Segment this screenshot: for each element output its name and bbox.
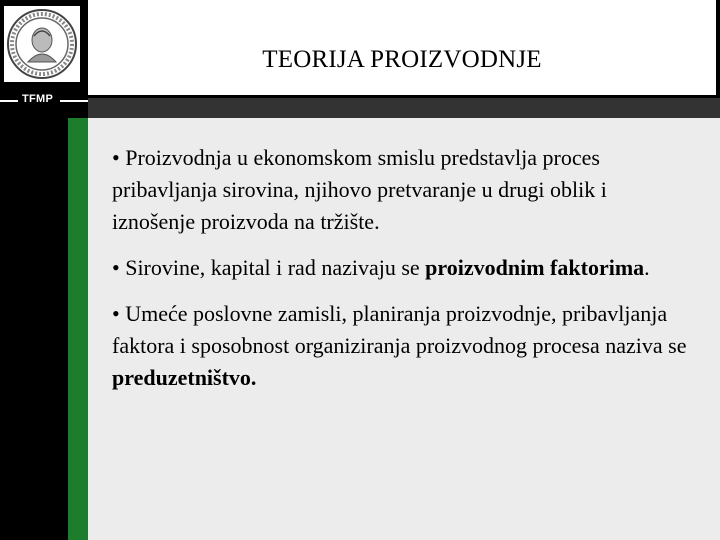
bullet-tail: . bbox=[644, 255, 650, 280]
accent-bar bbox=[68, 118, 88, 540]
title-box bbox=[88, 0, 716, 95]
slide-header bbox=[0, 0, 720, 118]
slide-content bbox=[88, 118, 720, 540]
left-sidebar bbox=[0, 118, 68, 540]
bullet-item bbox=[112, 252, 692, 284]
bullet-item bbox=[112, 298, 692, 394]
bullet-bold-term: preduzetništvo. bbox=[112, 365, 257, 390]
header-strip bbox=[88, 98, 720, 118]
bullet-text: Umeće poslovne zamisli, planiranja proizvodnje, pribavljanja faktora i sposobnost organiziranja proizvodnog procesa naziva se bbox=[112, 301, 687, 358]
bullet-text: Sirovine, kapital i rad nazivaju se bbox=[125, 255, 426, 280]
bullet-marker: • bbox=[112, 301, 120, 326]
faculty-badge: TFMP bbox=[22, 93, 54, 105]
bullet-item bbox=[112, 142, 692, 238]
bullet-list bbox=[112, 142, 692, 408]
bullet-text: Proizvodnja u ekonomskom smislu predstavlja proces pribavljanja sirovina, njihovo pretvaranje u drugi oblik i iznošenje proizvoda na tržište. bbox=[112, 145, 607, 234]
header-rule-right bbox=[60, 100, 88, 102]
page-title: TEORIJA PROIZVODNJE bbox=[262, 46, 542, 73]
university-seal-icon bbox=[4, 6, 80, 82]
bullet-bold-term: proizvodnim faktorima bbox=[425, 255, 645, 280]
bullet-marker: • bbox=[112, 145, 120, 170]
header-rule-left bbox=[0, 100, 18, 102]
bullet-marker: • bbox=[112, 255, 120, 280]
